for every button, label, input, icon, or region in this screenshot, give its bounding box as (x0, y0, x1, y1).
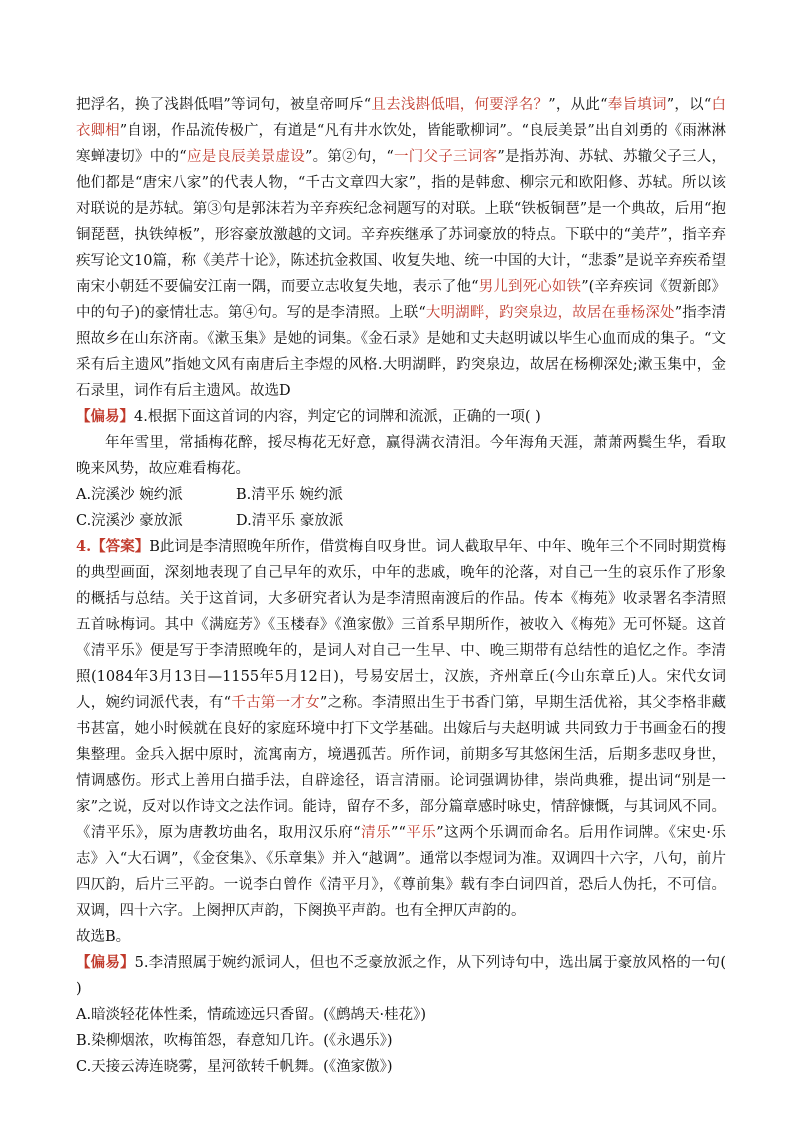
question-text: 5.李清照属于婉约派词人，但也不乏豪放派之作，从下列诗句中，选出属于豪放风格的一句( ) (76, 955, 726, 997)
text-run: B此词是李清照晚年所作，借赏梅自叹身世。词人截取早年、中年、晚年三个不同时期赏梅的典型画面，深刻地表现了自己早年的欢乐，中年的悲戚，晚年的沦落，对自己一生的哀乐作了形象的概括与总结。关于这首词，大多研究者认为是李清照南渡后的作品。传本《梅苑》收录署名李清照五首咏梅词。其中《满庭芳》《玉楼春》《渔家傲》三首系早期所作，被收入《梅苑》无可怀疑。这首《清平乐》便是写于李清照晚年的，是词人对自己一生早、中、晚三期带有总结性的追忆之作。李清照(1084年3月13日—1155年5月12日)，号易安居士，汉族，齐州章丘(今山东章丘)人。宋代女词人，婉约词派代表，有“ (76, 539, 727, 711)
question-text: 4.根据下面这首词的内容，判定它的词牌和流派，正确的一项( ) (134, 409, 541, 425)
highlight-quote: 一门父子三词客 (393, 149, 498, 165)
answer-number: 4. (76, 538, 92, 555)
text-run: ”之称。李清照出生于书香门第，早期生活优裕，其父李格非藏书甚富，她小时候就在良好的家庭环境中打下文学基础。出嫁后与夫赵明诚 共同致力于书画金石的搜集整理。金兵入据中原时，流寓南方，境遇孤苦。所作词，前期多写其悠闲生活，后期多悲叹身世，情调感伤。形式上善用白描手法，自辟途径，语言清丽。论词强调协律，崇尚典雅，提出词“别是一家”之说，反对以作诗文之法作词。能诗，留存不多，部分篇章感时咏史，情辞慷慨，与其词风不同。《清平乐》，原为唐教坊曲名，取用汉乐府“ (76, 695, 726, 841)
option-b: B.清平乐 婉约派 (236, 487, 343, 503)
option-c: C.天接云涛连晓雾，星河欲转千帆舞。(《渔家傲》) (76, 1059, 393, 1075)
question-5-stem (76, 950, 726, 1002)
option-b: B.染柳烟浓，吹梅笛怨，春意知几许。(《永遇乐》) (76, 1033, 393, 1049)
option-c: C.浣溪沙 豪放派 (76, 513, 183, 529)
highlight-quote: 清乐 (360, 825, 392, 841)
highlight-quote: 大明湖畔，趵突泉边，故居在垂杨深处 (425, 305, 675, 321)
question-4-poem: 年年雪里，常插梅花醉，挼尽梅花无好意，赢得满衣清泪。今年海角天涯，萧萧两鬓生华，看取晚来风势，故应难看梅花。 (76, 435, 726, 477)
highlight-quote: 应是良辰美景虚设 (186, 149, 305, 165)
option-a: A.浣溪沙 婉约派 (76, 487, 183, 503)
answer-4-conclusion: 故选B。 (76, 929, 131, 945)
text-run: ”指李清照故乡在山东济南。《漱玉集》是她的词集。《金石录》是她和丈夫赵明诚以毕生心血而成的集子。“文采有后主遗风”指她文风有南唐后主李煜的风格.大明湖畔，趵突泉边，故居在杨柳深处;漱玉集中，金石录里，词作有后主遗风。故选D (76, 305, 727, 399)
difficulty-tag: 【偏易】 (76, 408, 134, 425)
difficulty-tag: 【偏易】 (76, 954, 135, 971)
highlight-quote: 千古第一才女 (231, 695, 320, 711)
text-run: ”自诩，作品流传极广，有道是“凡有井水饮处，皆能歌柳词”。“良辰美景”出自刘勇的《雨淋淋寒蝉凄切》中的“ (76, 123, 727, 165)
text-run: ”是指苏洵、苏轼、苏辙父子三人，他们都是“唐宋八家”的代表人物，“千古文章四大家”，指的是韩愈、柳宗元和欧阳修、苏轼。所以该对联说的是苏轼。第③句是郭沫若为辛弃疾纪念祠题写的对联。上联“铁板铜琶”是一个典故，后用“抱铜琵琶，执铁绰板”，形容豪放激越的文词。辛弃疾继承了苏词豪放的特点。下联中的“美芹”，指辛弃疾写论文10篇，称《美芹十论》，陈述抗金救国、收复失地、统一中国的大计，“悲黍”是说辛弃疾希望南宋小朝廷不要偏安江南一隅，而要立志收复失地，表示了他“ (76, 149, 727, 295)
answer-4 (76, 534, 726, 924)
text-run: 把浮名，换了浅斟低唱”等词句，被皇帝呵斥“ (76, 97, 372, 113)
text-run: ”这两个乐调而命名。后用作词牌。《宋史·乐志》入“大石调”，《金奁集》、《乐章集》并入“越调”。通常以李煜词为准。双调四十六字，八句，前片四仄韵，后片三平韵。一说李白曾作《清平月》，《尊前集》载有李白词四首，恐后人伪托，不可信。双调，四十六字。上阕押仄声韵，下阕换平声韵。也有全押仄声韵的。 (76, 825, 726, 919)
text-run: ”(辛弃疾词《贺新郎》中的句子)的豪情壮志。第④句。写的是李清照。上联“ (76, 279, 726, 321)
document-page (76, 92, 726, 1080)
highlight-quote: 奉旨填词 (607, 97, 667, 113)
question-4-options-row-1 (76, 482, 726, 508)
text-run: ”，从此“ (548, 97, 608, 113)
question-4-options-row-2 (76, 508, 726, 534)
text-run: ”。第②句，“ (304, 149, 394, 165)
highlight-quote: 白衣卿相 (76, 97, 727, 139)
highlight-quote: 男儿到死心如铁 (478, 279, 582, 295)
option-a: A.暗淡轻花体性柔，情疏迹远只香留。(《鹧鸪天·桂花》) (76, 1007, 427, 1023)
answer-tag: 【答案】 (91, 538, 150, 555)
question-4-stem (76, 404, 726, 430)
option-d: D.清平乐 豪放派 (236, 513, 344, 529)
highlight-quote: 平乐 (405, 825, 437, 841)
explanation-continued (76, 92, 726, 404)
highlight-quote: 且去浅斟低唱，何要浮名？ (371, 97, 549, 113)
text-run: ”“ (391, 825, 406, 841)
text-run: ”，以“ (666, 97, 712, 113)
